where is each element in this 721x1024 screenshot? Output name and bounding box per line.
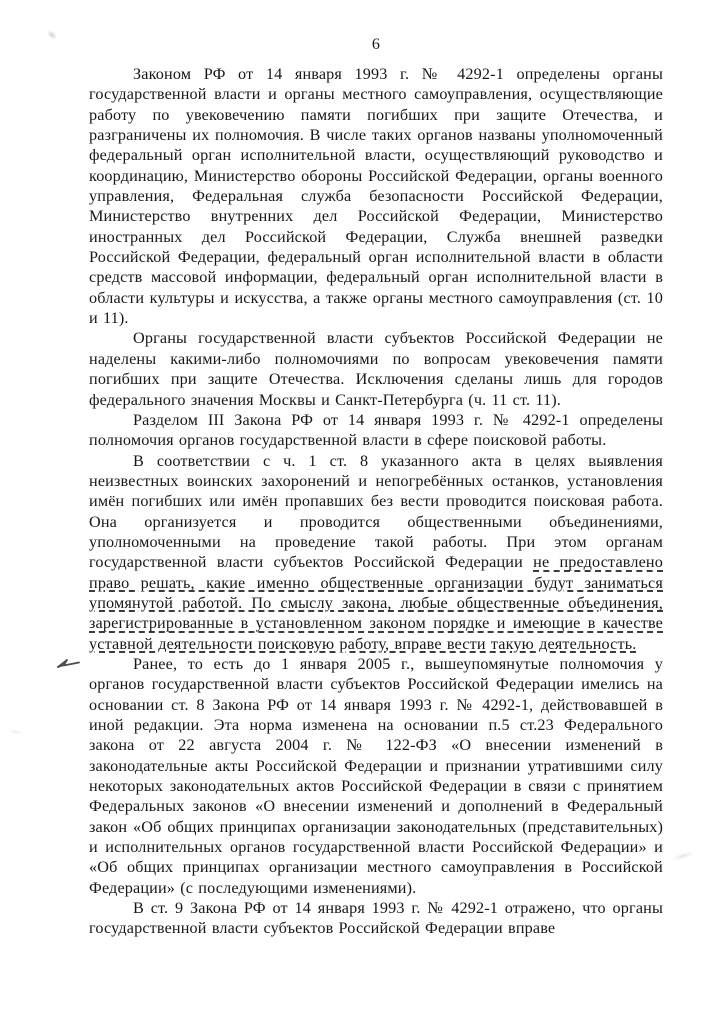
- pencil-arrow-mark-icon: [56, 656, 82, 670]
- paragraph-article-nine: В ст. 9 Закона РФ от 14 января 1993 г. № 4292-1 отражено, что органы государственной власти субъектов Российской Федерации вправе: [89, 899, 663, 938]
- document-body: [89, 64, 663, 939]
- scan-smudge: [5, 727, 28, 737]
- scan-smudge: [666, 847, 701, 865]
- paragraph-section-three: Разделом III Закона РФ от 14 января 1993 г. № 4292-1 определены полномочия органов государственной власти в сфере поисковой работы.: [89, 410, 663, 450]
- paragraph-law-organs: Законом РФ от 14 января 1993 г. № 4292-1 определены органы государственной власти и органы местного самоуправления, осуществляющие работу по увековечению памяти погибших при защите Отечества, и разграничены их полномочия. В числе таких органов названы уполномоченный федеральный орган исполнительной власти, осуществляющий руководство и координацию, Министерство обороны Российской Федерации, органы военного управления, Федеральная служба безопасности Российской Федерации, Министерство внутренних дел Российской Федерации, Министерство иностранных дел Российской Федерации, Служба внешней разведки Российской Федерации, федеральный орган исполнительной власти в области средств массовой информации, федеральный орган исполнительной власти в области культуры и искусства, а также органы местного самоуправления (ст. 10 и 11).: [89, 65, 663, 328]
- paragraph-earlier-norm: Ранее, то есть до 1 января 2005 г., вышеупомянутые полномочия у органов государственной власти субъектов Российской Федерации имелись на основании ст. 8 Закона РФ от 14 января 1993 г. № 4292-1, действовавшей в иной редакции. Эта норма изменена на основании п.5 ст.23 Федерального закона от 22 августа 2004 г. № 122-ФЗ «О внесении изменений в законодательные акты Российской Федерации и признании утратившими силу некоторых законодательных актов Российской Федерации в связи с принятием Федеральных законов «О внесении изменений и дополнений в Федеральный закон «Об общих принципах организации законодательных (представительных) и исполнительных органов государственной власти Российской Федерации» и «Об общих принципах организации местного самоуправления в Российской Федерации» (с последующими изменениями).: [89, 654, 663, 897]
- paragraph-search-work: [89, 451, 663, 654]
- page-number: 6: [371, 36, 381, 53]
- paragraph-search-work-underlined-passage: не предоставлено право решать, какие именно общественные организации будут заниматься упомянутой работой. По смыслу закона, любые общественные объединения, зарегистрированные в установленном законом порядке и имеющие в качестве уставной деятельности поисковую работу, вправе вести такую деятельность.: [89, 553, 663, 653]
- scan-smudge: [43, 26, 62, 44]
- paragraph-subjects-no-powers: Органы государственной власти субъектов Российской Федерации не наделены какими-либо полномочиями по вопросам увековечения памяти погибших при защите Отечества. Исключения сделаны лишь для городов федерального значения Москвы и Санкт-Петербурга (ч. 11 ст. 11).: [89, 329, 663, 409]
- paragraph-search-work-lead: В соответствии с ч. 1 ст. 8 указанного акта в целях выявления неизвестных воинских захоронений и непогребённых останков, установления имён погибших или имён пропавших без вести проводится поисковая работа. Она организуется и проводится общественными объединениями, уполномоченными на проведение такой работы. При этом органам государственной власти субъектов Российской Федерации: [89, 451, 663, 572]
